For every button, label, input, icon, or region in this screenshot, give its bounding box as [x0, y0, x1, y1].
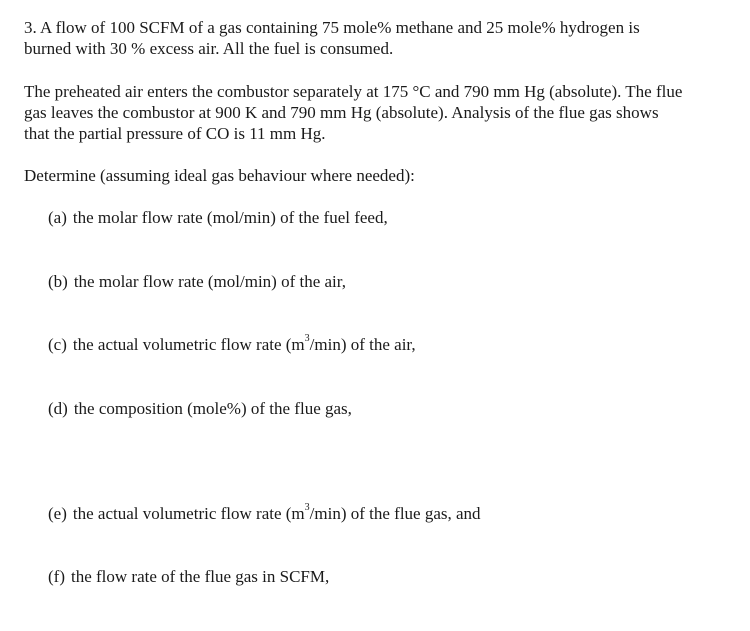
- item-text-after: /min) of the flue gas, and: [309, 504, 481, 523]
- question-item-c: [48, 335, 416, 355]
- question-item-e: [48, 504, 481, 524]
- item-text-after: /min) of the air,: [309, 335, 416, 354]
- item-text: the composition (mole%) of the flue gas,: [73, 399, 352, 418]
- item-label: (d): [48, 399, 68, 418]
- determine-heading: Determine (assuming ideal gas behaviour where needed):: [24, 166, 415, 185]
- item-label: (e): [48, 504, 67, 523]
- item-text: the molar flow rate (mol/min) of the fuel feed,: [72, 208, 388, 227]
- item-text: the molar flow rate (mol/min) of the air,: [73, 272, 347, 291]
- question-item-d: [48, 399, 352, 419]
- item-label: (f): [48, 567, 65, 586]
- conditions-line-1: The preheated air enters the combustor separately at 175 °C and 790 mm Hg (absolute). The flue: [24, 82, 683, 101]
- item-label: (a): [48, 208, 67, 227]
- problem-intro-line-2: burned with 30 % excess air. All the fuel is consumed.: [24, 39, 394, 58]
- item-text-before: the actual volumetric flow rate (m: [72, 335, 305, 354]
- conditions-line-3: that the partial pressure of CO is 11 mm Hg.: [24, 124, 326, 143]
- conditions-line-2: gas leaves the combustor at 900 K and 790 mm Hg (absolute). Analysis of the flue gas shows: [24, 103, 659, 122]
- problem-intro-line-1: 3. A flow of 100 SCFM of a gas containing 75 mole% methane and 25 mole% hydrogen is: [24, 18, 640, 37]
- item-text-before: the actual volumetric flow rate (m: [72, 504, 305, 523]
- question-item-a: [48, 208, 388, 228]
- question-item-f: [48, 567, 329, 587]
- item-label: (c): [48, 335, 67, 354]
- question-item-b: [48, 272, 346, 292]
- item-label: (b): [48, 272, 68, 291]
- superscript-3: 3: [304, 333, 310, 345]
- item-text: the flow rate of the flue gas in SCFM,: [70, 567, 330, 586]
- superscript-3: 3: [304, 502, 310, 514]
